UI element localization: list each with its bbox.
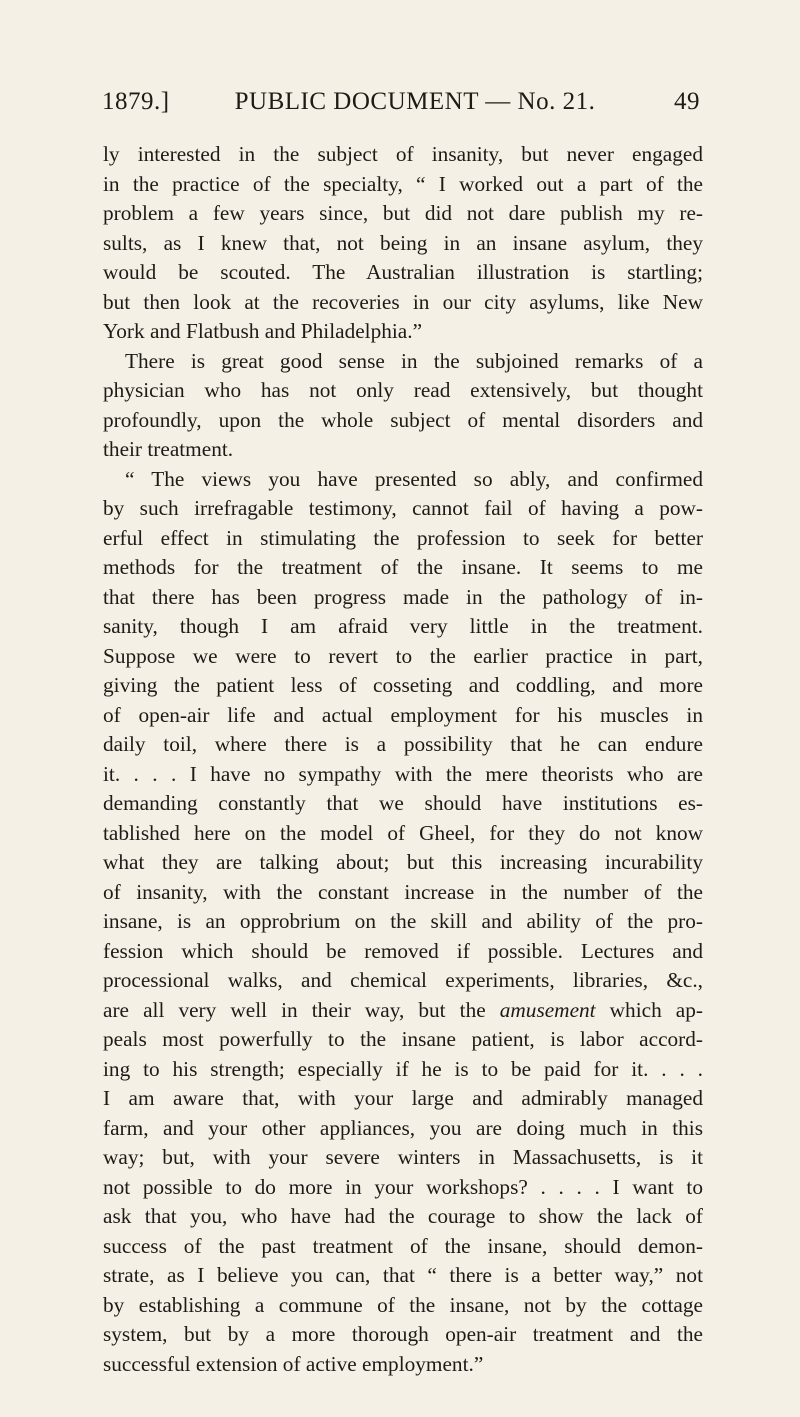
text-line: success of the past treatment of the insane, should demon- [103, 1233, 703, 1258]
text-line: what they are talking about; but this increasing incurability [103, 850, 703, 874]
text-line: methods for the treatment of the insane. It seems to me [103, 555, 703, 579]
text-line: farm, and your other appliances, you are doing much in this [103, 1115, 703, 1140]
text-line: ing to his strength; especially if he is to be paid for it. . . . [103, 1056, 703, 1081]
paragraph-1 [103, 140, 703, 347]
text-line: ly interested in the subject of insanity, but never engaged [103, 142, 703, 166]
text-line: daily toil, where there is a possibility that he can endure [103, 732, 703, 756]
paragraph-2 [103, 347, 703, 465]
text-line: system, but by a more thorough open-air treatment and the [103, 1322, 703, 1346]
text-line: in the practice of the specialty, “ I worked out a part of the [103, 171, 703, 196]
text-line: sanity, though I am afraid very little in the treatment. [103, 614, 703, 638]
text-line: “ The views you have presented so ably, and confirmed [125, 466, 703, 491]
text-line: profoundly, upon the whole subject of mental disorders and [103, 407, 703, 432]
text-segment: are all very well in their way, but the [103, 997, 500, 1022]
text-line: tablished here on the model of Gheel, for they do not know [103, 820, 703, 845]
text-line: by establishing a commune of the insane, not by the cottage [103, 1292, 703, 1317]
text-line: but then look at the recoveries in our city asylums, like New [103, 289, 703, 314]
text-segment: which ap- [595, 997, 703, 1022]
text-line: York and Flatbush and Philadelphia.” [103, 319, 423, 343]
page-number: 49 [674, 88, 700, 115]
text-line: physician who has not only read extensively, but thought [103, 378, 703, 402]
running-header [100, 88, 700, 128]
text-line: not possible to do more in your workshops? . . . . I want to [103, 1174, 703, 1199]
text-line: processional walks, and chemical experiments, libraries, &c., [103, 968, 703, 992]
text-line: of insanity, with the constant increase in the number of the [103, 879, 703, 904]
body-text [103, 140, 703, 1379]
text-line: There is great good sense in the subjoined remarks of a [125, 348, 703, 373]
paragraph-3 [103, 465, 703, 1380]
text-line: that there has been progress made in the pathology of in- [103, 584, 703, 609]
text-line: it. . . . I have no sympathy with the mere theorists who are [103, 761, 703, 786]
text-line: giving the patient less of cosseting and coddling, and more [103, 673, 703, 697]
emphasis-amusement: amusement [499, 997, 596, 1022]
text-line: their treatment. [103, 437, 234, 461]
text-line: peals most powerfully to the insane patient, is labor accord- [103, 1027, 703, 1051]
text-line-with-emphasis [103, 996, 703, 1026]
text-line: of open-air life and actual employment for his muscles in [103, 702, 703, 727]
text-line: problem a few years since, but did not dare publish my re- [103, 201, 703, 225]
text-line: erful effect in stimulating the profession to seek for better [103, 525, 703, 550]
text-line: demanding constantly that we should have institutions es- [103, 791, 703, 815]
text-line: way; but, with your severe winters in Massachusetts, is it [103, 1145, 703, 1169]
text-line: strate, as I believe you can, that “ there is a better way,” not [103, 1263, 703, 1287]
text-line: successful extension of active employment.” [103, 1351, 484, 1376]
text-line: sults, as I knew that, not being in an insane asylum, they [103, 230, 703, 255]
header-title: PUBLIC DOCUMENT — No. 21. [234, 88, 596, 115]
text-line: by such irrefragable testimony, cannot fail of having a pow- [103, 496, 703, 520]
header-year: 1879.] [102, 88, 170, 115]
text-line: I am aware that, with your large and admirably managed [103, 1086, 703, 1110]
text-line: fession which should be removed if possible. Lectures and [103, 938, 703, 963]
text-line: Suppose we were to revert to the earlier practice in part, [103, 643, 703, 668]
text-line: ask that you, who have had the courage to show the lack of [103, 1204, 703, 1228]
text-line: would be scouted. The Australian illustration is startling; [103, 260, 703, 284]
text-line: insane, is an opprobrium on the skill and ability of the pro- [103, 909, 703, 933]
